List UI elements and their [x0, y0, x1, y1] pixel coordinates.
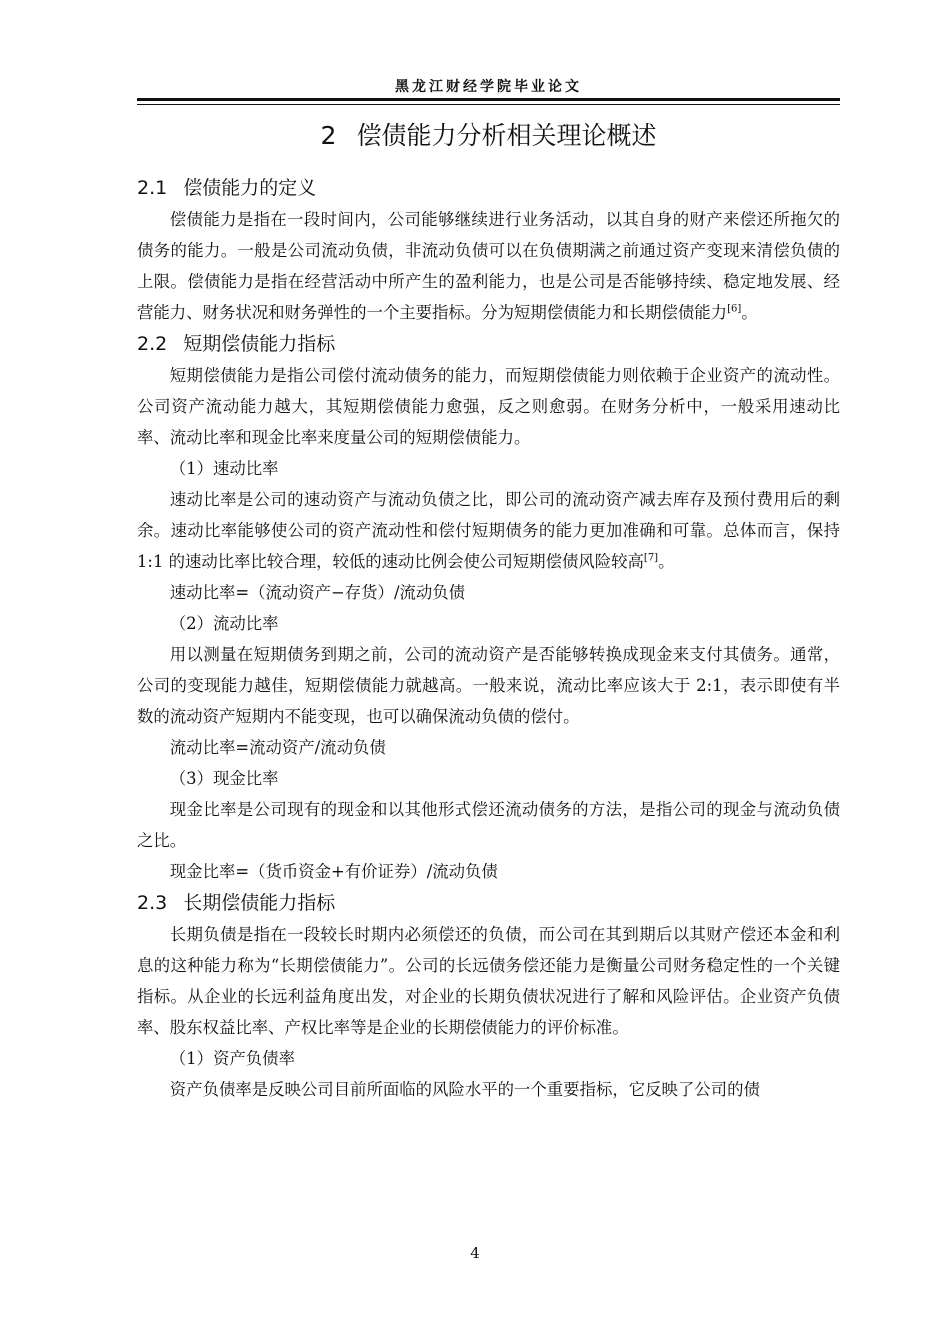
document-body [137, 172, 840, 1105]
section-title: 偿债能力的定义 [183, 177, 317, 199]
section-number: 2.2 [137, 333, 168, 355]
running-header: 黑龙江财经学院毕业论文 [395, 79, 582, 95]
subheading: （1）资产负债率 [169, 1049, 295, 1068]
subheading: （1）速动比率 [169, 459, 279, 478]
paragraph: 短期偿债能力是指公司偿付流动债务的能力，而短期偿债能力则依赖于企业资产的流动性。公司资产流动能力越大，其短期偿债能力愈强，反之则愈弱。在财务分析中，一般采用速动比率、流动比率和现金比率来度量公司的短期偿债能力。 [137, 366, 840, 447]
section-number: 2.1 [137, 177, 168, 199]
page-number: 4 [470, 1244, 480, 1262]
paragraph [137, 204, 840, 328]
header-rule-thin [137, 104, 840, 105]
formula: 现金比率=（货币资金+有价证券）/流动负债 [169, 862, 498, 881]
paragraph-text: 速动比率是公司的速动资产与流动负债之比，即公司的流动资产减去库存及预付费用后的剩余。速动比率能够使公司的资产流动性和偿付短期债务的能力更加准确和可靠。总体而言，保持 1:1 的速动比率比较合理，较低的速动比例会使公司短期偿债风险较高 [137, 490, 840, 571]
section-heading-2-3 [137, 887, 840, 919]
chapter-title-text: 偿债能力分析相关理论概述 [356, 121, 657, 150]
subheading: （2）流动比率 [169, 614, 279, 633]
paragraph: 资产负债率是反映公司目前所面临的风险水平的一个重要指标，它反映了公司的债 [169, 1080, 760, 1099]
paragraph: 长期负债是指在一段较长时期内必须偿还的负债，而公司在其到期后以其财产偿还本金和利息的这种能力称为“长期偿债能力”。公司的长远债务偿还能力是衡量公司财务稳定性的一个关键指标。从企业的长远利益角度出发，对企业的长期负债状况进行了解和风险评估。企业资产负债率、股东权益比率、产权比率等是企业的长期偿债能力的评价标准。 [137, 925, 840, 1037]
section-title: 短期偿债能力指标 [183, 333, 336, 355]
section-heading-2-1 [137, 172, 840, 204]
citation-ref: [7] [643, 552, 659, 564]
chapter-title [137, 116, 840, 152]
formula: 流动比率=流动资产/流动负债 [169, 738, 386, 757]
paragraph [137, 484, 840, 577]
citation-ref: [6] [727, 303, 742, 315]
chapter-number: 2 [320, 121, 337, 150]
section-number: 2.3 [137, 892, 168, 914]
subheading: （3）现金比率 [169, 769, 279, 788]
paragraph-end: 。 [658, 552, 675, 571]
paragraph-text: 偿债能力是指在一段时间内，公司能够继续进行业务活动，以其自身的财产来偿还所拖欠的债务的能力。一般是公司流动负债，非流动负债可以在负债期满之前通过资产变现来清偿负债的上限。偿债能力是指在经营活动中所产生的盈利能力，也是公司是否能够持续、稳定地发展、经营能力、财务状况和财务弹性的一个主要指标。分为短期偿债能力和长期偿债能力 [137, 210, 840, 322]
header-rule-thick [137, 98, 840, 101]
paragraph: 用以测量在短期债务到期之前，公司的流动资产是否能够转换成现金来支付其债务。通常，公司的变现能力越佳，短期偿债能力就越高。一般来说，流动比率应该大于 2:1，表示即使有半数的流动资产短期内不能变现，也可以确保流动负债的偿付。 [137, 645, 840, 726]
section-heading-2-2 [137, 328, 840, 360]
formula: 速动比率=（流动资产−存货）/流动负债 [169, 583, 466, 602]
paragraph-end: 。 [741, 303, 758, 322]
section-title: 长期偿债能力指标 [183, 892, 336, 914]
paragraph: 现金比率是公司现有的现金和以其他形式偿还流动债务的方法，是指公司的现金与流动负债之比。 [137, 800, 840, 850]
